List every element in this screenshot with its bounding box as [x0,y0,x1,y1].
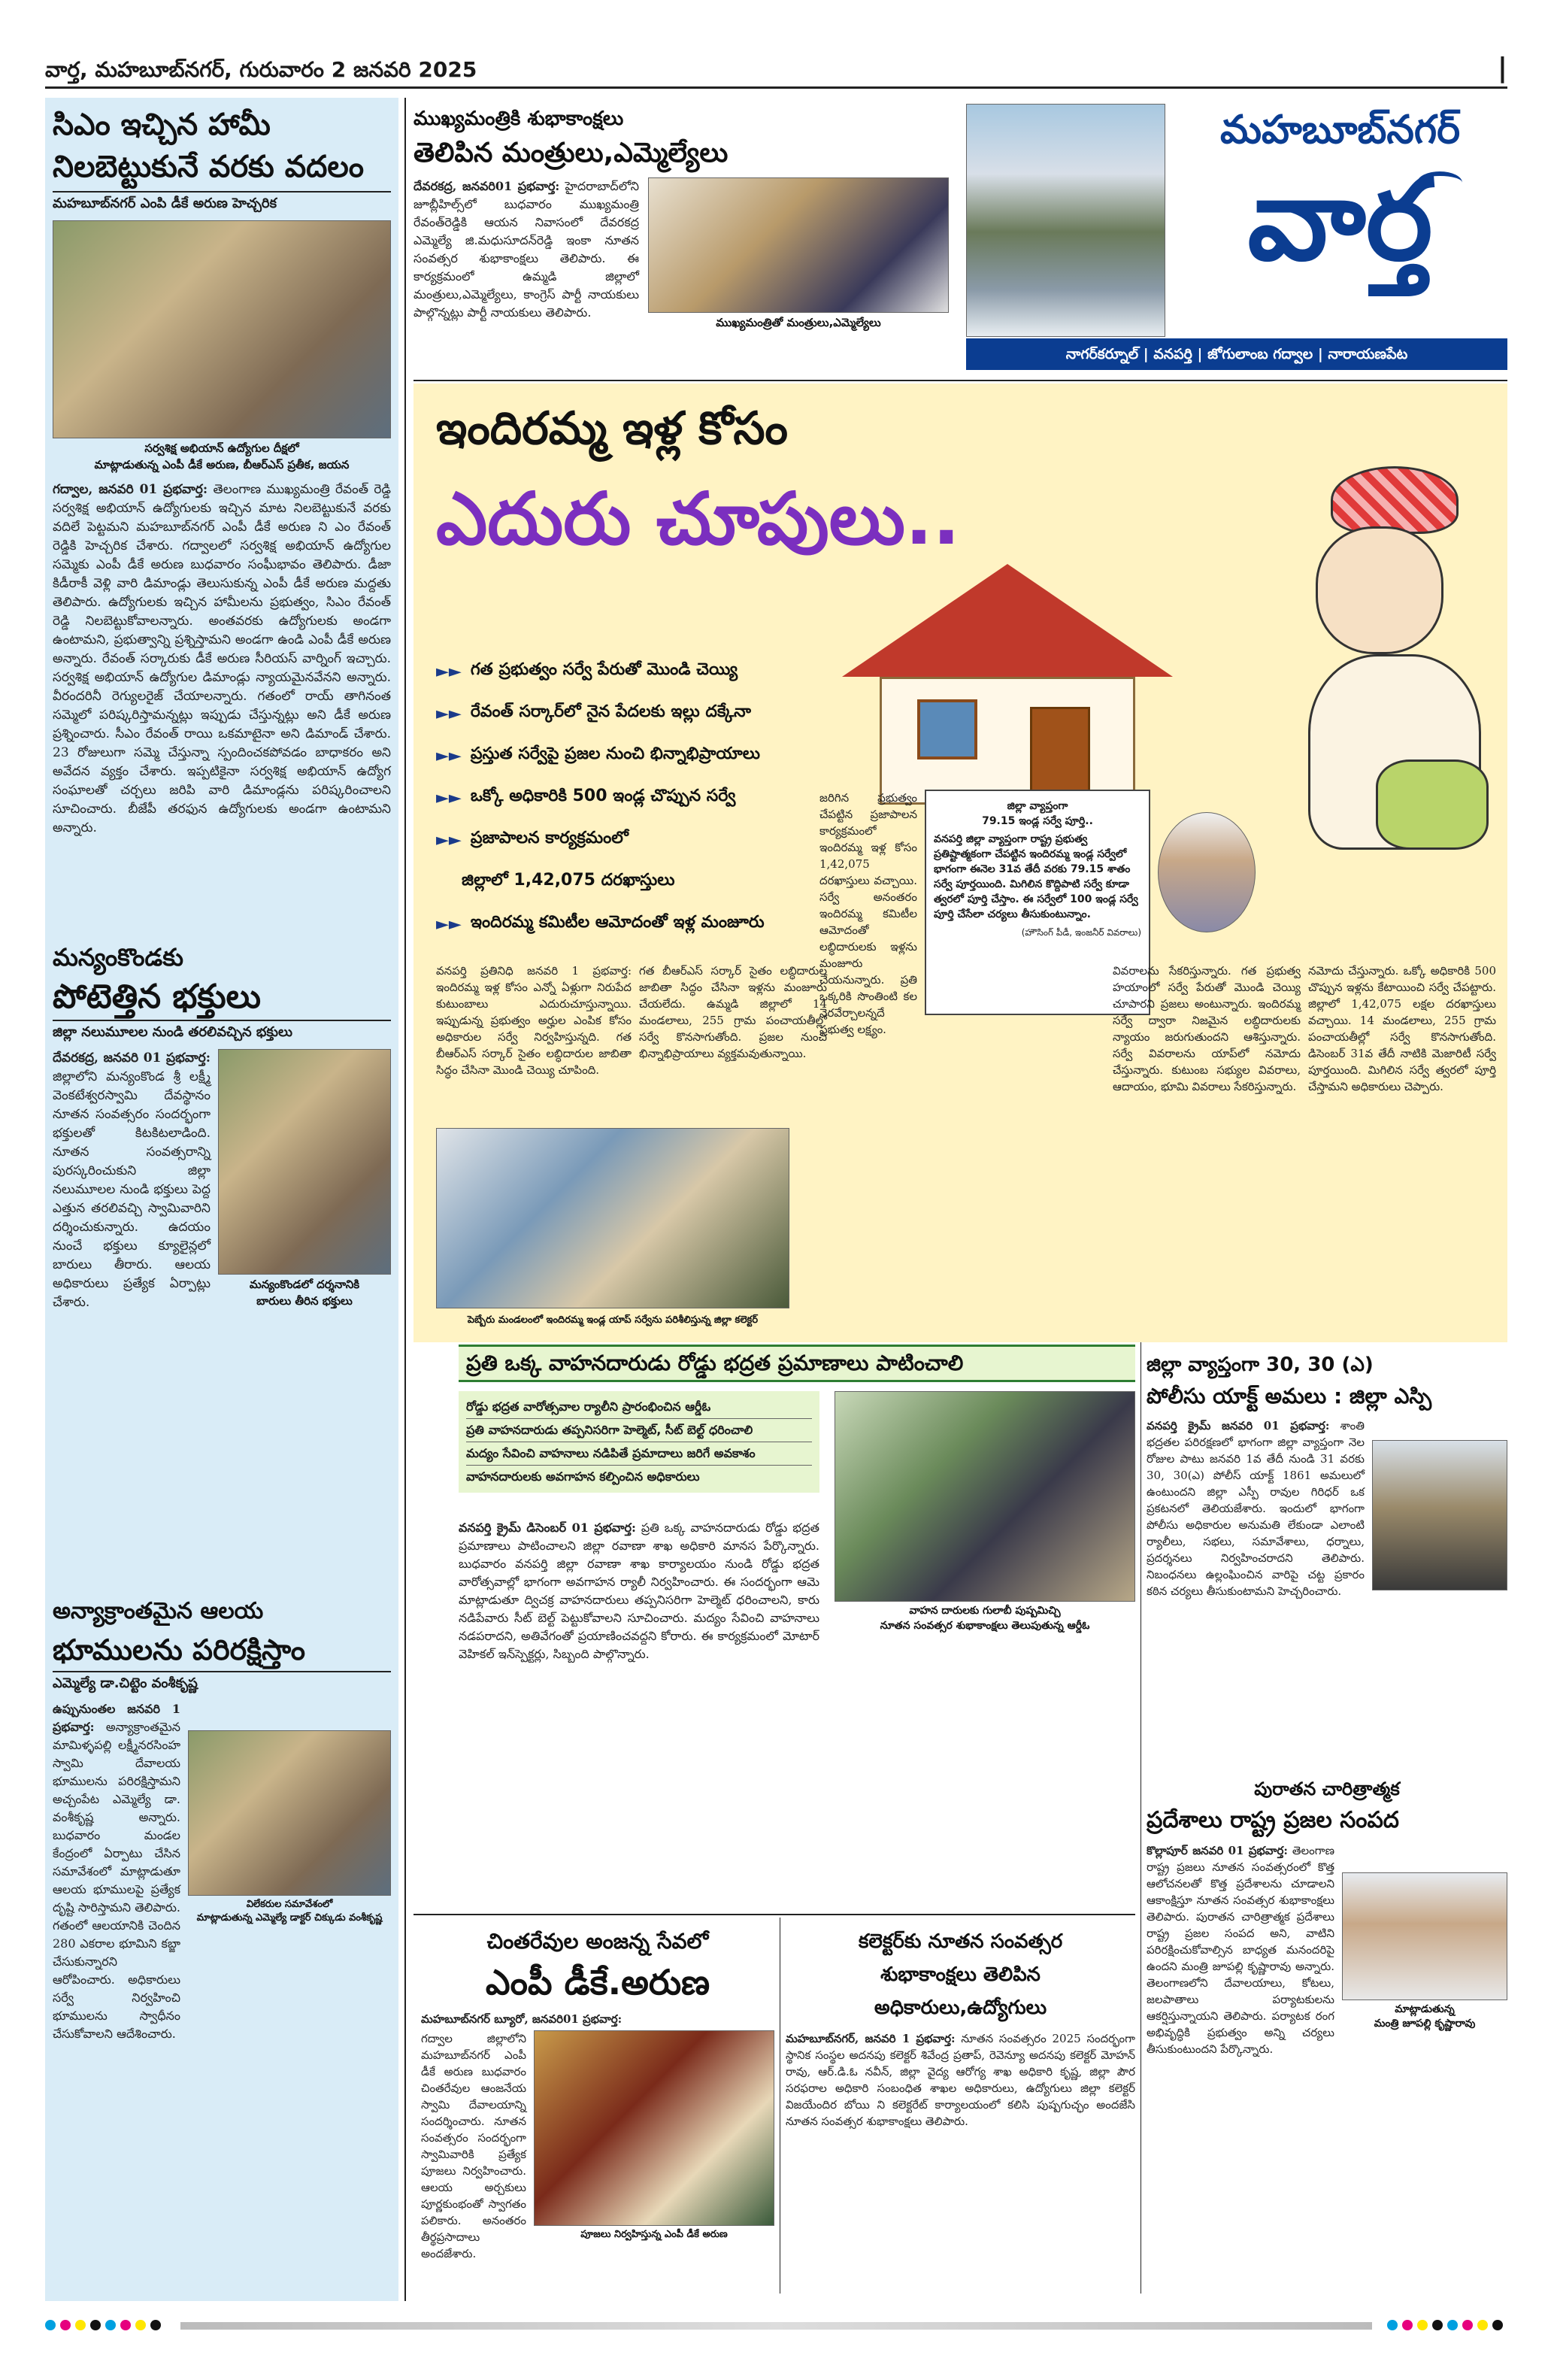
story-bhaktulu-caption-1: మన్యంకొండలో దర్శనానికి [249,1278,360,1291]
registration-dot [1432,2320,1443,2330]
feature-col-d: వివరాలను సేకరిస్తున్నారు. గత ప్రభుత్వ హయాంలో సర్వే పేరుతో మొండి చెయ్యి చూపారని ప్రజలు అంటున్నారు. ఇందిరమ్మ సర్వే ద్వారా నిజమైన లబ్ధిదారులకు న్యాయం జరుగుతుందని ఆశిస్తున్నారు. సర్వే వివరాలను యాప్‌లో నమోదు చేస్తున్నారు. కుటుంబ సభ్యుల వివరాలు, ఆదాయం, భూమి వివరాలు సేకరిస్తున్నారు. [1113,964,1301,1093]
registration-dot [150,2320,161,2330]
registration-dot [1417,2320,1428,2330]
registration-dot [75,2320,86,2330]
collector-body [786,2030,1135,2130]
registration-dot [1462,2320,1473,2330]
registration-dot [60,2320,71,2330]
collector-headline-2: శుభాకాంక్షలు తెలిపిన [880,1963,1041,1986]
collector-text: నూతన సంవత్సరం 2025 సందర్భంగా స్థానిక సంస్థల అదనపు కలెక్టర్ శివేంద్ర ప్రతాప్, రెవెన్యూ అదనపు కలెక్టర్ మోహన్ రావు, ఆర్.డి.ఓ నవీన్, జిల్లా వైద్య ఆరోగ్య శాఖ అధికారి కృష్ణ, జిల్లా పౌర సరఫరాల అధికారి సంబంధిత శాఖల అధికారులు, ఉద్యోగులు జిల్లా కలెక్టర్ విజయేందిర బోయి ని కలెక్టరేట్ కార్యాలయంలో కలిసి పుష్పగుచ్ఛం అందజేసి నూతన సంవత్సర శుభాకాంక్షలు తెలిపారు. [786,2032,1135,2128]
story-bhumulu-headline: భూములను పరిరక్షిస్తాం [53,1633,306,1666]
road-safety-caption-2: నూతన సంవత్సర శుభాకాంక్షలు తెలుపుతున్న ఆర్డీఓ [880,1620,1090,1632]
story-aruna-photo [53,220,391,438]
feature-bullet [436,903,827,945]
heritage-body [1147,1842,1334,2057]
road-safety-body [459,1519,819,1663]
registration-dot [135,2320,146,2330]
story-ministers-photo [648,177,949,313]
story-ministers-dateline: దేవరకద్ర, జనవరి01 ప్రభవార్త: [413,179,560,193]
feature-col-c: గత బీఆర్‌ఎస్ సర్కార్ సైతం లబ్ధిదారుల జాబితా సిద్ధం చేసినా ఇళ్లను మంజూరు చేయలేదు. ఉమ్మడి జిల్లాలో 14 మండలాలు, 255 గ్రామ పంచాయతీల్లో సర్వే కొనసాగుతోంది. ప్రజల నుంచి భిన్నాభిప్రాయాలు వ్యక్తమవుతున్నాయి. [639,964,827,1060]
story-ministers-text: హైదరాబాద్‌లోని జూబ్లీహిల్స్‌లో బుధవారం ముఖ్యమంత్రి రేవంత్‌రెడ్డికి ఆయన నివాసంలో దేవరకద్ర ఎమ్మెల్యే జి.మధుసూదన్‌రెడ్డి ఇంకా నూతన సంవత్సర శుభాకాంక్షలు తెలిపారు. ఈ కార్యక్రమంలో ఉమ్మడి జిల్లాలో మంత్రులు,ఎమ్మెల్యేలు, కాంగ్రెస్ పార్టీ నాయకులు పాల్గొన్నట్లు పార్టీ నాయకులు తెలిపారు. [413,179,639,320]
story-ministers-caption: ముఖ్యమంత్రితో మంత్రులు,ఎమ్మెల్యేలు [716,316,881,329]
arrow-icon: ►► [436,830,462,850]
page-header [45,53,1507,89]
heritage-dateline: కొల్లాపూర్ జనవరి 01 ప్రభవార్త: [1147,1844,1288,1857]
bottom-row-divider [413,1914,1135,1915]
story-bhaktulu [53,940,391,1312]
footer-bar [45,2316,1507,2336]
story-bhumulu-photo [188,1730,391,1896]
heritage-photo [1342,1872,1507,2000]
feature-bullet-text: ఇందిరమ్మ కమిటీల ఆమోదంతో ఇళ్ల మంజూరు [470,913,765,932]
road-safety-point: రోడ్డు భద్రత వారోత్సవాల ర్యాలీని ప్రారంభించిన ఆర్డీఓ [466,1396,812,1419]
story-bhaktulu-caption-2: బారులు తీరిన భక్తులు [256,1294,353,1308]
heritage-caption-2: మంత్రి జూపల్లి కృష్ణారావు [1374,2018,1476,2030]
story-aruna-body [53,481,391,838]
masthead-title-main: వార్త [1247,155,1433,286]
road-safety-points [459,1391,819,1493]
anjanna-dateline: మహబూబ్‌నగర్ బ్యూరో, జనవరి01 ప్రభవార్త: [421,2012,623,2026]
house-roof [842,564,1173,677]
registration-dot [1402,2320,1413,2330]
story-bhumulu-body [53,1700,180,2043]
story-bhumulu-kicker: అన్యాక్రాంతమైన ఆలయ [53,1598,264,1624]
feature-bullet-text: రేవంత్ సర్కార్‌లో నైన పేదలకు ఇల్లు దక్కేనా [470,702,751,721]
anjanna-body [421,2011,774,2027]
feature-bullet-text: జిల్లాలో 1,42,075 దరఖాస్తులు [462,871,675,890]
collector-dateline: మహబూబ్‌నగర్, జనవరి 1 ప్రభవార్త: [786,2032,956,2045]
date-line: వార్త, మహబూబ్‌నగర్, గురువారం 2 జనవరి 2025 [45,57,477,82]
quote-title: జిల్లా వ్యాప్తంగా [1007,800,1068,812]
masthead-districts: నాగర్‌కర్నూల్ | వనపర్తి | జోగులాంబ గద్వాల | నారాయణపేట [966,338,1507,370]
feature-indiramma [413,384,1507,1342]
registration-dot [120,2320,131,2330]
heritage-caption-1: మాట్లాడుతున్న [1395,2003,1455,2015]
story-ministers-body [413,177,639,332]
story-aruna-headline-1: సిఎం ఇచ్చిన హామీ [53,108,271,142]
police-act-body [1147,1417,1365,1599]
feature-bullet [436,819,827,861]
police-act-photo [1372,1440,1507,1590]
feature-bullet [436,735,827,777]
feature-bullet [436,650,827,693]
story-aruna-caption-2: మాట్లాడుతున్న ఎంపీ డీకే అరుణ, బీఆర్‌ఎస్ ప్రతీక, జయన [94,458,350,471]
feature-col-e: నమోదు చేస్తున్నారు. ఒక్కో అధికారికి 500 చొప్పున ఇళ్లను కేటాయించి సర్వే చేపట్టారు. జిల్లాలో 1,42,075 లక్షల దరఖాస్తులు వచ్చాయి. 14 మండలాలు, 255 గ్రామ పంచాయతీల్లో సర్వే కొనసాగుతోంది. డిసెంబర్ 31వ తేదీ నాటికి మెజారిటీ సర్వే పూర్తయింది. మిగిలిన సర్వే త్వరలో పూర్తి చేస్తామని అధికారులు చెప్పారు. [1308,964,1496,1093]
feature-headline-2: ఎదురు చూపులు.. [436,477,960,561]
story-bhaktulu-headline-1: మన్యంకొండకు [53,943,183,972]
masthead-title-top: మహబూబ్‌నగర్ [1219,108,1461,153]
story-ministers-headline: తెలిపిన మంత్రులు,ఎమ్మెల్యేలు [413,138,729,168]
arrow-icon: ►► [436,788,462,808]
heritage-story [1147,1775,1507,2057]
road-safety-photo [835,1391,1135,1602]
feature-survey-photo [436,1128,789,1308]
house-window [917,699,977,759]
anjanna-story [421,1925,774,2262]
story-aruna-subhead: మహబూబ్‌నగర్ ఎంపి డీకే అరుణ హెచ్చరిక [53,191,391,214]
registration-dot [105,2320,116,2330]
cartoon-turban [1331,466,1459,534]
feature-col-b [436,963,632,1078]
story-bhaktulu-dateline: దేవరకద్ర, జనవరి 01 ప్రభవార్త: [53,1051,211,1066]
story-bhumulu-caption-1: విలేకరుల సమావేశంలో [246,1899,333,1910]
registration-dot [1492,2320,1503,2330]
police-act-story [1147,1350,1507,1599]
story-bhumulu-text: అన్యాక్రాంతమైన మామిళ్ళపల్లి లక్ష్మీనరసింహ స్వామి దేవాలయ భూములను పరిరక్షిస్తామని అచ్చంపేట ఎమ్మెల్యే డా. వంశీకృష్ణ అన్నారు. బుధవారం మండల కేంద్రంలో ఏర్పాటు చేసిన సమావేశంలో మాట్లాడుతూ ఆలయ భూములపై ప్రత్యేక దృష్టి సారిస్తామని తెలిపారు. గతంలో ఆలయానికి చెందిన 280 ఎకరాల భూమిని కబ్జా చేసుకున్నారని ఆరోపించారు. అధికారులు సర్వే నిర్వహించి భూములను స్వాధీనం చేసుకోవాలని ఆదేశించారు. [53,1720,180,2041]
feature-bullet-text: ప్రస్తుత సర్వేపై ప్రజల నుంచి భిన్నాభిప్రాయాలు [470,744,760,763]
collector-story [786,1925,1135,2130]
feature-bullet-text: ఒక్కో అధికారికి 500 ఇండ్ల చొప్పున సర్వే [470,787,736,805]
story-bhaktulu-subhead: జిల్లా నలుమూలల నుండి తరలివచ్చిన భక్తులు [53,1020,391,1043]
story-aruna-caption-1: సర్వశిక్ష అభియాన్ ఉద్యోగుల దీక్షలో [144,441,299,455]
registration-dot [1387,2320,1398,2330]
footer-gradient-bar [180,2322,1372,2330]
feature-col-b-text: వనపర్తి ప్రతినిధి జనవరి 1 ప్రభవార్త: ఇందిరమ్మ ఇళ్ల కోసం ఎన్నో ఏళ్లుగా నిరుపేద కుటుంబాలు ఎదురుచూస్తున్నాయి. ఇప్పుడున్న ప్రభుత్వం అర్హుల ఎంపిక కోసం అధికారుల సర్వే నిర్వహిస్తున్నది. గత బీఆర్‌ఎస్ సర్కార్ సైతం లబ్ధిదారుల జాబితా సిద్ధం చేసినా మొండి చెయ్యి చూపింది. [436,964,632,1077]
anjanna-photo [534,2030,774,2226]
feature-col-a: జరిగిన ప్రభుత్వం చేపట్టిన ప్రజాపాలన కార్యక్రమంలో ఇందిరమ్మ ఇళ్ల కోసం 1,42,075 దరఖాస్తులు వచ్చాయి. సర్వే అనంతరం ఇందిరమ్మ కమిటీల ఆమోదంతో లబ్ధిదారులకు ఇళ్లను మంజూరు చేయనున్నారు. ప్రతి ఒక్కరికి సొంతింటి కల నెరవేర్చాలన్నదే ప్రభుత్వ లక్ష్యం. [819,791,917,1036]
registration-dot [1447,2320,1458,2330]
anjanna-kicker: చింతరేవుల అంజన్న సేవలో [486,1929,709,1954]
feature-bullets [436,650,827,945]
anjanna-headline: ఎంపీ డీకే.అరుణ [485,1962,710,2003]
road-safety-caption-1: వాహన దారులకు గులాబీ పుష్పమిచ్చి [909,1605,1061,1617]
arrow-icon: ►► [436,662,462,681]
feature-survey-caption: పెబ్బేరు మండలంలో ఇందిరమ్మ ఇండ్ల యాప్ సర్వేను పరిశీలిస్తున్న జిల్లా కలెక్టర్ [467,1314,759,1326]
feature-portrait [1158,812,1256,932]
road-safety-dateline: వనపర్తి క్రైమ్ డిసెంబర్ 01 ప్రభవార్త: [459,1520,636,1535]
road-safety-headline: ప్రతి ఒక్క వాహనదారుడు రోడ్డు భద్రత ప్రమాణాలు పాటించాలి [466,1351,964,1375]
registration-dot [45,2320,56,2330]
story-bhaktulu-headline-2: పోటెత్తిన భక్తులు [53,978,261,1016]
police-act-text: శాంతి భద్రతల పరిరక్షణలో భాగంగా జిల్లా వ్యాప్తంగా నెల రోజుల పాటు జనవరి 1వ తేదీ నుండి 31 వరకు 30, 30(ఎ) పోలీస్ యాక్ట్ 1861 అమలులో ఉంటుందని జిల్లా ఎస్పీ రావుల గిరిధర్ ఒక ప్రకటనలో తెలియజేశారు. ఇందులో భాగంగా పోలీసు అధికారుల అనుమతి లేకుండా ఎలాంటి ర్యాలీలు, సభలు, సమావేశాలు, ధర్నాలు, ప్రదర్శనలు నిర్వహించరాదని తెలిపారు. నిబంధనలు ఉల్లంఘించిన వారిపై చట్ట ప్రకారం కఠిన చర్యలు తీసుకుంటామని హెచ్చరించారు. [1147,1419,1365,1598]
column-divider [404,98,406,2301]
feature-bullet-text: ప్రజాపాలన కార్యక్రమంలో [470,829,629,847]
road-safety-text: ప్రతి ఒక్క వాహనదారుడు రోడ్డు భద్రత ప్రమాణాలు పాటించాలని జిల్లా రవాణా శాఖ అధికారి మానస పేర్కొన్నారు. బుధవారం వనపర్తి జిల్లా రవాణా శాఖ కార్యాలయం నుండి రోడ్డు భద్రత వారోత్సవాల్లో భాగంగా అవగాహన ర్యాలీ నిర్వహించారు. ఈ సందర్భంగా ఆమె మాట్లాడుతూ ద్విచక్ర వాహనదారులు తప్పనిసరిగా హెల్మెట్ ధరించాలని, కారు నడిపేవారు సీట్ బెల్ట్ పెట్టుకోవాలని సూచించారు. మద్యం సేవించి వాహనాలు నడపరాదని, అతివేగంతో ప్రయాణించవద్దని కోరారు. ఈ కార్యక్రమంలో మోటార్ వెహికల్ ఇన్‌స్పెక్టర్లు, సిబ్బంది పాల్గొన్నారు. [459,1520,819,1661]
police-act-kicker: జిల్లా వ్యాప్తంగా 30, 30 (ఎ) [1147,1354,1374,1376]
story-bhumulu [53,1594,391,2043]
road-safety-point: మద్యం సేవించి వాహనాలు నడిపితే ప్రమాదాలు జరిగే అవకాశం [466,1442,812,1466]
story-ministers-kicker: ముఖ్యమంత్రికి శుభాకాంక్షలు [413,108,624,130]
police-act-headline: పోలీసు యాక్ట్ అమలు : జిల్లా ఎస్పి [1147,1384,1432,1408]
footer-dots-right [1387,2319,1507,2333]
arrow-icon: ►► [436,704,462,723]
collector-headline-1: కలెక్టర్‌కు నూతన సంవత్సర [858,1930,1063,1953]
story-bhaktulu-photo [218,1049,391,1275]
registration-dot [1477,2320,1488,2330]
story-aruna-text: తెలంగాణ ముఖ్యమంత్రి రేవంత్ రెడ్డి సర్వశిక్ష అభియాన్ ఉద్యోగులకు ఇచ్చిన మాట నిలబెట్టుకునే వరకు వదిలే పెట్టమని మహబూబ్‌నగర్ ఎంపీ డీకే అరుణ ని ఎం రేవంత్ రెడ్డికి హెచ్చరిక చేశారు. గద్వాలలో సర్వశిక్ష అభియాన్ ఉద్యోగుల సమ్మెకు ఎంపీ డీకే అరుణ బుధవారం సంఘీభావం తెలిపారు. డీజా కిడీరాకీ వెళ్లి వారి డిమాండ్లు తెలుసుకున్న ఎంపీ డీకే అరుణ మద్దతు తెలిపారు. ఉద్యోగులకు ఇచ్చిన హామీలను ప్రభుత్వం, సిఎం రేవంత్ రెడ్డి నిలబెట్టుకోవాలన్నారు. అంతవరకు ఉద్యోగులకు అండగా ఉంటామని, ప్రభుత్వాన్ని ప్రశ్నిస్తామని అండగా ఉండి ఎంపీ డీకే అరుణ అన్నారు. రేవంత్ సర్కారుకు డీకే అరుణ సీరియస్ వార్నింగ్ ఇచ్చారు. సర్వశిక్ష అభియాన్ ఉద్యోగుల డిమాండ్లు న్యాయమైనవేనని అన్నారు. వీరందరినీ రెగ్యులరైజ్ చేయాలన్నారు. గతంలో రాయ్ తాగినంత సమ్మెలో పరిష్కరిస్తామన్నట్లు ఇప్పుడు చేస్తున్నట్లు అని డీకే అరుణ ప్రశ్నించారు. సీఎం రేవంత్ రాయి ఒకమాటైనా అని డిమాండ్ చేశారు. 23 రోజులుగా సమ్మె చేస్తున్నా స్పందించకపోవడం బాధాకరం అని అవేదన వ్యక్తం చేశారు. ఇప్పటికైనా సర్వశిక్ష అభియాన్ ఉద్యోగ సంఘాలతో చర్చలు జరిపి వారి డిమాండ్లను పరిష్కరించాలని సూచించారు. బీజేపీ తరఫున ఉద్యోగులకు అండగా ఉంటామని అన్నారు. [53,482,391,835]
feature-bullet [436,861,827,903]
feature-bullet [436,777,827,819]
road-safety-point: ప్రతి వాహనదారుడు తప్పనిసరిగా హెల్మెట్, సీట్ బెల్ట్ ధరించాలి [466,1419,812,1442]
masthead-dam-photo [966,104,1165,337]
story-bhumulu-caption-2: మాట్లాడుతున్న ఎమ్మెల్యే డాక్టర్ చిక్కుడు వంశీకృష్ణ [196,1912,383,1924]
story-aruna-headline-2: నిలబెట్టుకునే వరకు వదలం [53,150,365,184]
heritage-headline: ప్రదేశాలు రాష్ట్ర ప్రజల సంపద [1147,1807,1399,1833]
house-illustration [835,564,1180,812]
quote-line-1: 79.15 ఇండ్ల సర్వే పూర్తి.. [982,815,1093,827]
quote-attribution: (హౌసింగ్ పీడీ, ఇంజనీర్ వివరాలు) [1021,927,1141,938]
road-safety-banner [459,1345,1135,1382]
top-row-divider [413,380,1507,381]
anjanna-text: గద్వాల జిల్లాలోని మహబూబ్‌నగర్ ఎంపీ డీకే అరుణ బుధవారం చింతరేవుల ఆంజనేయ స్వామి దేవాలయాన్ని సందర్శించారు. నూతన సంవత్సరం సందర్భంగా స్వామివారికి ప్రత్యేక పూజలు నిర్వహించారు. ఆలయ అర్చకులు పూర్ణకుంభంతో స్వాగతం పలికారు. అనంతరం తీర్థప్రసాదాలు అందజేశారు. [421,2032,526,2260]
feature-headline-1: ఇందిరమ్మ ఇళ్ల కోసం [436,402,788,455]
collector-headline-3: అధికారులు,ఉద్యోగులు [874,1996,1047,2019]
story-aruna [53,104,391,838]
story-bhumulu-dateline: ఉప్పునుంతల జనవరి 1 ప్రభవార్త: [53,1702,180,1734]
police-act-dateline: వనపర్తి క్రైమ్ జనవరి 01 ప్రభవార్త: [1147,1419,1330,1433]
story-aruna-dateline: గద్వాల, జనవరి 01 ప్రభవార్త: [53,482,208,497]
feature-bullet-text: గత ప్రభుత్వం సర్వే పేరుతో మొండి చెయ్యి [470,660,738,679]
heritage-kicker: పురాతన చారిత్రాత్మక [1254,1778,1400,1799]
feature-bullet [436,693,827,735]
quote-body: వనపర్తి జిల్లా వ్యాప్తంగా రాష్ట్ర ప్రభుత్వ ప్రతిష్టాత్మకంగా చేపట్టిన ఇందిరమ్మ ఇండ్ల సర్వేలో భాగంగా ఈనెల 31వ తేదీ వరకు 79.15 శాతం సర్వే పూర్తయింది. మిగిలిన కొద్దిపాటి సర్వే కూడా త్వరలో పూర్తి చేస్తాం. ఈ సర్వేలో 100 ఇండ్ల సర్వే పూర్తి చేసేలా చర్యలు తీసుకుంటున్నాం. [934,833,1138,920]
story-ministers [413,104,955,332]
cartoon-cloth [1376,759,1489,850]
registration-dot [90,2320,101,2330]
road-safety-point: వాహనదారులకు అవగాహన కల్పించిన అధికారులు [466,1469,700,1484]
page-marker: | [1497,53,1507,83]
story-bhumulu-subhead: ఎమ్మెల్యే డా.చిట్టెం వంశీకృష్ణ [53,1671,391,1694]
cartoon-face [1316,526,1443,654]
heritage-text: తెలంగాణ రాష్ట్ర ప్రజలు నూతన సంవత్సరంలో కొత్త ఆలోచనలతో కొత్త ప్రదేశాలను చూడాలని ఆకాంక్షిస్తూ నూతన సంవత్సర శుభాకాంక్షలు తెలిపారు. పురాతన చారిత్రాత్మక ప్రదేశాలు రాష్ట్ర ప్రజల సంపద అని, వాటిని పరిరక్షించుకోవాల్సిన బాధ్యత మనందరిపై ఉందని మంత్రి జూపల్లి కృష్ణారావు అన్నారు. తెలంగాణలోని దేవాలయాలు, కోటలు, జలపాతాలు పర్యాటకులను ఆకర్షిస్తున్నాయని తెలిపారు. పర్యాటక రంగ అభివృద్ధికి ప్రభుత్వం అన్ని చర్యలు తీసుకుంటుందని పేర్కొన్నారు. [1147,1844,1334,2056]
masthead-logo [966,104,1507,374]
story-bhaktulu-text: జిల్లాలోని మన్యంకొండ శ్రీ లక్ష్మీ వెంకటేశ్వరస్వామి దేవస్థానం నూతన సంవత్సరం సందర్భంగా భక్తులతో కిటకిటలాడింది. నూతన సంవత్సరాన్ని పురస్కరించుకుని జిల్లా నలుమూలల నుండి భక్తులు పెద్ద ఎత్తున తరలివచ్చి స్వామివారిని దర్శించుకున్నారు. ఉదయం నుంచే భక్తులు క్యూలైన్లలో బారులు తీరారు. ఆలయ అధికారులు ప్రత్యేక ఏర్పాట్లు చేశారు. [53,1069,211,1310]
anjanna-caption: పూజలు నిర్వహిస్తున్న ఎంపీ డీకే అరుణ [580,2229,728,2240]
arrow-icon: ►► [436,746,462,766]
story-bhaktulu-body [53,1049,211,1312]
arrow-icon: ►► [436,914,462,934]
footer-dots-left [45,2319,165,2333]
